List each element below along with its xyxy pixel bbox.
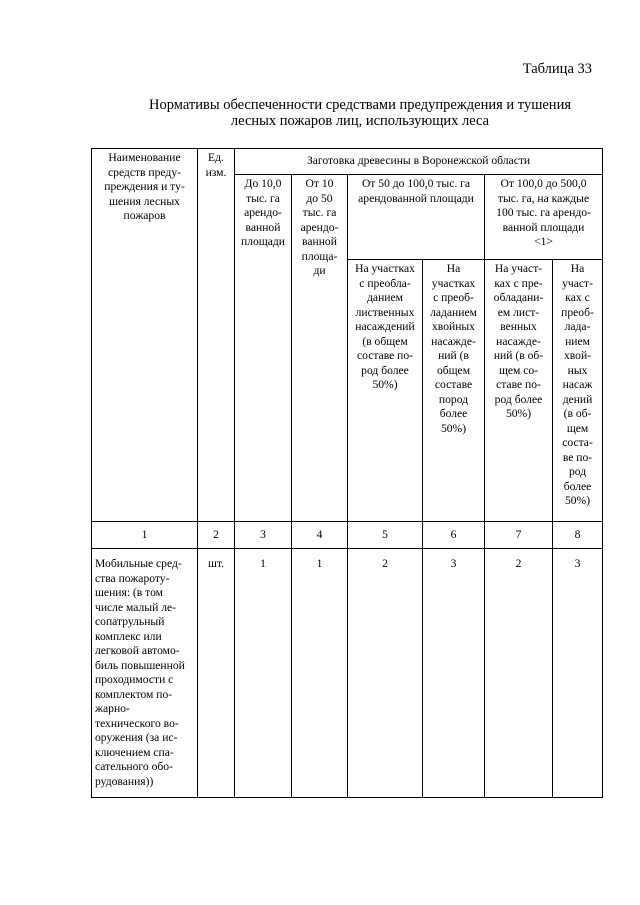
text-line: На участ- xyxy=(494,262,543,275)
text-line: общем xyxy=(436,363,471,377)
column-number: 4 xyxy=(292,522,348,549)
table-title xyxy=(120,97,600,129)
text-line: род xyxy=(568,465,587,478)
text-line: тыс. га, на каждые xyxy=(497,191,590,205)
text-line: биль повышенной xyxy=(95,658,185,672)
text-line: площа- xyxy=(301,249,338,263)
text-line: шения лесных xyxy=(109,194,180,208)
text-line: лиственных xyxy=(355,305,415,319)
text-line: щем xyxy=(566,421,589,435)
text-line: хвой- xyxy=(563,349,592,362)
text-line: арендованной площади xyxy=(358,191,474,205)
text-line: легковой автомо- xyxy=(95,644,180,657)
text-line: преждения и ту- xyxy=(104,180,185,193)
text-line: с преоб- xyxy=(433,291,474,304)
text-line: обладани- xyxy=(493,291,544,304)
text-line: род более xyxy=(494,392,543,406)
text-line: пород xyxy=(438,392,469,406)
text-line: ладанием xyxy=(430,305,477,319)
text-line: род более xyxy=(361,363,409,377)
column-number: 3 xyxy=(235,522,292,549)
text-line: Ед. xyxy=(208,151,224,164)
text-line: технического во- xyxy=(95,716,179,730)
header-group-50-100 xyxy=(348,175,485,260)
header-col-7 xyxy=(485,260,553,522)
text-line: ках с пре- xyxy=(494,276,543,290)
text-line: ванной xyxy=(302,235,337,248)
text-line: жарно- xyxy=(95,702,130,715)
table-row xyxy=(92,549,603,798)
header-col-6 xyxy=(423,260,485,522)
row-value: 1 xyxy=(292,549,348,798)
text-line: От 10 xyxy=(305,177,334,190)
text-line: пожаров xyxy=(123,209,166,222)
row-value: 3 xyxy=(553,549,603,798)
text-line: насажде- xyxy=(431,334,476,348)
column-number: 5 xyxy=(348,522,423,549)
row-unit: шт. xyxy=(198,549,235,798)
text-line: участках xyxy=(431,276,476,290)
text-line: Наименование xyxy=(108,151,181,164)
row-value: 2 xyxy=(485,549,553,798)
header-col-5 xyxy=(348,260,423,522)
text-line: тыс. га xyxy=(302,206,337,219)
text-line: лада- xyxy=(564,320,591,333)
table-number: Таблица 33 xyxy=(522,61,592,77)
text-line: ванной площади xyxy=(502,220,585,234)
text-line: рудования)) xyxy=(95,774,154,788)
text-line: тыс. га xyxy=(246,191,280,205)
header-unit xyxy=(198,149,235,522)
text-line: Заготовка древесины в Воронежской области xyxy=(306,154,531,168)
text-line: насаж xyxy=(562,378,593,391)
text-line: 100 тыс. га арендо- xyxy=(496,206,591,219)
row-name xyxy=(92,549,198,798)
text-line: От 50 до 100,0 тыс. га xyxy=(361,177,471,190)
text-line: до 50 xyxy=(306,191,333,205)
text-line: На xyxy=(570,262,585,275)
text-line: ках с xyxy=(565,291,590,304)
header-col-3 xyxy=(235,175,292,522)
row-value: 1 xyxy=(235,549,292,798)
text-line: сопатрульный xyxy=(95,615,165,628)
text-line: проходимости с xyxy=(95,673,174,686)
header-group-voronezh xyxy=(235,149,603,175)
column-number: 1 xyxy=(92,522,198,549)
row-value: 3 xyxy=(423,549,485,798)
title-line: Нормативы обеспеченности средствами предупреждения и тушения xyxy=(149,97,571,113)
text-line: ве по- xyxy=(562,450,593,464)
header-col-8 xyxy=(553,260,603,522)
text-line: данием xyxy=(367,291,403,304)
text-line: хвойных xyxy=(432,320,475,333)
text-line: До 10,0 xyxy=(244,177,282,190)
text-line: насажде- xyxy=(496,334,541,348)
header-name xyxy=(92,149,198,522)
text-line: более xyxy=(439,407,468,420)
text-line: составе по- xyxy=(356,349,414,362)
text-line: 50%) xyxy=(372,378,398,391)
standards-table xyxy=(91,148,603,798)
text-line: насаждений xyxy=(355,320,415,333)
text-line: ства пожароту- xyxy=(95,571,170,585)
text-line: участ- xyxy=(562,276,593,290)
text-line: (в об- xyxy=(563,407,592,420)
text-line: ключением спа- xyxy=(95,745,174,759)
title-line: лесных пожаров лиц, использующих леса xyxy=(230,113,490,129)
text-line: нием xyxy=(565,334,590,348)
text-line: оружения (за ис- xyxy=(95,731,178,744)
text-line: числе малый ле- xyxy=(95,600,176,614)
text-line: <1> xyxy=(534,235,553,248)
column-number: 6 xyxy=(423,522,485,549)
text-line: венных xyxy=(500,320,537,333)
text-line: ний (в об- xyxy=(493,349,544,362)
header-group-100-500 xyxy=(485,175,603,260)
text-line: комплекс или xyxy=(95,629,162,643)
text-line: На участках xyxy=(355,262,415,275)
text-line: ем лист- xyxy=(497,305,540,319)
text-line: с преобла- xyxy=(359,276,411,290)
column-number: 8 xyxy=(553,522,603,549)
text-line: сательного обо- xyxy=(95,760,173,773)
text-line: арендо- xyxy=(300,220,339,234)
text-line: ди xyxy=(313,264,326,277)
text-line: составе xyxy=(434,378,473,391)
text-line: ванной xyxy=(245,220,281,234)
text-line: ных xyxy=(567,363,588,377)
text-line: средств преду- xyxy=(108,165,181,179)
text-line: соста- xyxy=(562,436,593,449)
text-line: 50%) xyxy=(440,421,467,435)
text-line: комплектом по- xyxy=(95,687,173,701)
text-line: шения: (в том xyxy=(95,586,163,599)
text-line: площади xyxy=(241,235,285,248)
text-line: изм. xyxy=(205,165,227,179)
text-line: От 100,0 до 500,0 xyxy=(500,177,587,190)
column-number: 7 xyxy=(485,522,553,549)
text-line: преоб- xyxy=(561,305,594,319)
text-line: ставе по- xyxy=(496,378,541,391)
text-line: щем со- xyxy=(498,363,539,377)
text-line: ний (в xyxy=(438,349,469,362)
text-line: арендо- xyxy=(244,206,282,219)
text-line: 50%) xyxy=(505,407,532,420)
column-number: 2 xyxy=(198,522,235,549)
text-line: На xyxy=(446,262,461,275)
text-line: дений xyxy=(562,392,593,406)
text-line: 50%) xyxy=(564,494,591,507)
text-line: Мобильные сред- xyxy=(95,557,182,570)
text-line: (в общем xyxy=(362,334,408,348)
text-line: более xyxy=(563,479,592,493)
header-col-4 xyxy=(292,175,348,522)
row-value: 2 xyxy=(348,549,423,798)
